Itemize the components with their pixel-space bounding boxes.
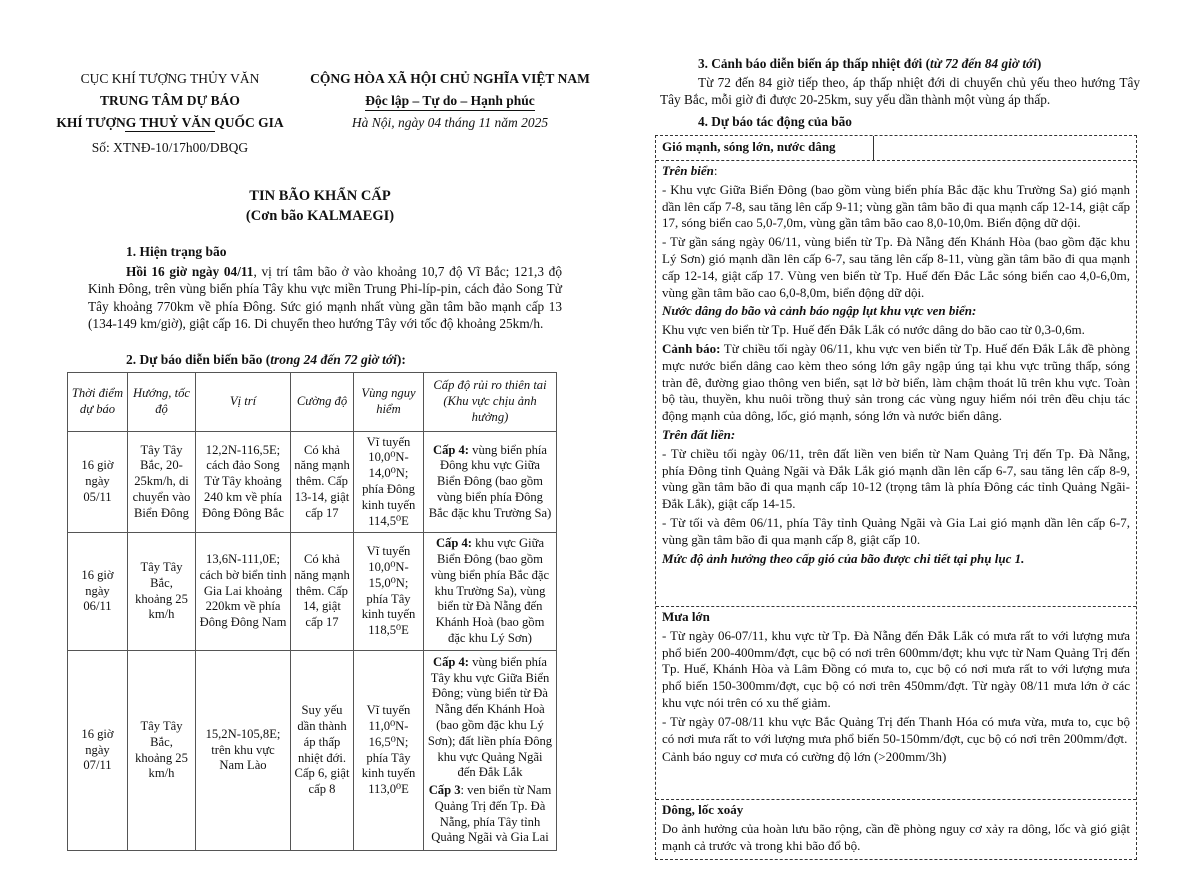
- s3-hi: từ 72 đến 84 giờ tới: [930, 56, 1037, 71]
- doc-title: TIN BÃO KHẨN CẤP: [249, 188, 391, 204]
- wind-title: Gió mạnh, sóng lớn, nước dâng: [656, 136, 874, 160]
- section2-heading: [126, 352, 406, 368]
- risk-text: : ven biển từ Nam Quảng Trị đến Tp. Đà Nẵng, phía Tây tỉnh Quảng Ngãi và Gia Lai: [431, 783, 552, 845]
- risk-level: Cấp 3: [428, 783, 461, 798]
- doc-subtitle: (Cơn bão KALMAEGI): [245, 208, 395, 224]
- col-direction: Hướng, tốc độ: [128, 373, 196, 432]
- land-item: - Từ chiều tối ngày 06/11, trên đất liền ven biển từ Nam Quảng Trị đến Tp. Đà Nẵng, phía Đông tỉnh Quảng Ngãi và Đắk Lắk gió mạnh dần lên cấp 6-7, sau tăng lên cấp 8-9, vùng gần tâm bão đi qua mạnh cấp 10-12 (trọng tâm là phía Đông các tỉnh Quảng Ngãi- Đắk Lắk), giật cấp 14-15.: [662, 445, 1130, 512]
- thunder-title: Dông, lốc xoáy: [662, 802, 744, 817]
- surge-text: Khu vực ven biển từ Tp. Huế đến Đắk Lắk có nước dâng do bão cao từ 0,3-0,6m.: [662, 322, 1085, 338]
- wind-section: Trên biển: - Khu vực Giữa Biển Đông (bao gồm vùng biển phía Bắc đặc khu Trường Sa) gió mạnh dần lên cấp 7-8, sau tăng lên cấp 9-11; vùng gần tâm bão đi qua mạnh cấp 12-14, giật cấp 17, sóng biển cao 5,0-7,0m, vùng gần tâm bão cao 8,0-10,0m. Biển động dữ dội. - Từ gần sáng ngày 06/11, vùng biển từ Tp. Đà Nẵng đến Khánh Hòa (bao gồm đặc khu Lý Sơn) gió mạnh dần lên cấp 6-7, sau tăng lên cấp 8-11, vùng gần tâm bão đi qua mạnh cấp 12-14, giật cấp 17. Vùng ven biển từ Tp. Huế đến Đắc Lắc sóng biển cao 4,0-6,0m, vùng gần tâm bão cao 6,0-8,0m, biển động dữ dội. Nước dâng do bão và cảnh báo ngập lụt khu vực ven biển: Khu vực ven biển từ Tp. Huế đến Đắk Lắk có nước dâng do bão cao từ 0,3-0,6m. Cảnh báo: Từ chiều tối ngày 06/11, khu vực ven biển từ Tp. Huế đến Đắk Lắk đề phòng mực nước biển dâng cao kèm theo sóng lớn gây ngập úng tại khu vực trũng thấp, sóng tràn đê, đường giao thông ven biển, sạt lở bờ biển, làm chậm thoát lũ trên khu vực. Toàn bộ tàu, thuyền, khu nuôi trồng thuỷ sản trong các vùng nguy hiểm nói trên đều chịu tác động mạnh của dông, lốc, gió mạnh, sóng lớn và nước biển dâng. Trên đất liền: - Từ chiều tối ngày 06/11, trên đất liền ven biển từ Nam Quảng Trị đến Tp. Đà Nẵng, phía Đông tỉnh Quảng Ngãi và Đắk Lắk gió mạnh dần lên cấp 6-7, sau tăng lên cấp 8-9, vùng gần tâm bão đi qua mạnh cấp 10-12 (trọng tâm là phía Đông các tỉnh Quảng Ngãi- Đắk Lắk), giật cấp 14-15. - Từ tối và đêm 06/11, phía Tây tỉnh Quảng Ngãi và Gia Lai gió mạnh dần lên cấp 6-7, vùng gần tâm bão đi qua mạnh cấp 8, giật cấp 10. Mức độ ảnh hưởng theo cấp gió của bão được chi tiết tại phụ lục 1.: [656, 160, 1136, 606]
- col-danger: Vùng nguy hiểm: [354, 373, 424, 432]
- col-risk: Cấp độ rủi ro thiên tai (Khu vực chịu ảnh hưởng): [424, 373, 557, 432]
- risk-level: Cấp 4:: [432, 654, 470, 669]
- section4-heading: 4. Dự báo tác động của bão: [698, 114, 852, 129]
- wind-header-row: [656, 136, 1136, 160]
- section3-text: Từ 72 đến 84 giờ tiếp theo, áp thấp nhiệt đới di chuyển chủ yếu theo hướng Tây Tây Bắc, mỗi giờ đi được 20-25km, suy yếu dần thành một vùng áp thấp.: [660, 75, 1140, 108]
- cell-time: 16 giờ ngày 07/11: [68, 651, 128, 851]
- s2-he: ):: [396, 352, 406, 367]
- section1-heading: 1. Hiện trạng bão: [126, 244, 227, 259]
- agency-block: [40, 68, 300, 159]
- motto: Độc lập – Tự do – Hạnh phúc: [365, 91, 535, 111]
- cell-intensity: Có khả năng mạnh thêm. Cấp 13-14, giật cấp 17: [291, 432, 354, 533]
- col-time: Thời điểm dự báo: [68, 373, 128, 432]
- cell-time: 16 giờ ngày 06/11: [68, 533, 128, 651]
- cell-direction: Tây Tây Bắc, khoảng 25 km/h: [128, 651, 196, 851]
- country-block: [300, 68, 600, 134]
- cell-risk: [424, 432, 557, 533]
- sea-item: - Khu vực Giữa Biển Đông (bao gồm vùng biển phía Bắc đặc khu Trường Sa) gió mạnh dần lên cấp 7-8, sau tăng lên cấp 9-11; vùng gần tâm bão đi qua mạnh cấp 12-14, giật cấp 17, sóng biển cao 5,0-7,0m, vùng gần tâm bão cao 8,0-10,0m. Biển động dữ dội.: [662, 181, 1130, 231]
- warning-label: Cảnh báo:: [662, 340, 721, 356]
- table-header-row: [68, 373, 557, 432]
- cell-danger: Vĩ tuyến 11,0⁰N-16,5⁰N; phía Tây kinh tuyến 113,0⁰E: [354, 651, 424, 851]
- risk-text: vùng biển phía Đông khu vực Giữa Biển Đông (bao gồm vùng biển phía Đông Bắc đặc khu Trường Sa): [428, 442, 552, 520]
- table-row: [68, 533, 557, 651]
- cell-direction: Tây Tây Bắc, 20-25km/h, di chuyển vào Biển Đông: [128, 432, 196, 533]
- center-name-2: KHÍ TƯỢNG THUỶ VĂN QUỐC GIA: [56, 115, 284, 130]
- cell-time: 16 giờ ngày 05/11: [68, 432, 128, 533]
- rain-item: - Từ ngày 06-07/11, khu vực từ Tp. Đà Nẵng đến Đắk Lắk có mưa rất to với lượng mưa phổ biến 200-400mm/đợt, cục bộ có nơi trên 600mm/đợt; khu vực từ Nam Quảng Trị đến Tp. Huế, Khánh Hòa và Lâm Đồng có mưa to, cục bộ có nơi mưa rất to với lượng mưa phổ biến 150-300mm/đợt, cục bộ có nơi trên 450mm/đợt. Từ ngày 08/11 mưa lớn ở các khu vực nói trên có xu thế giảm.: [662, 627, 1130, 710]
- agency-name: CỤC KHÍ TƯỢNG THỦY VĂN: [80, 71, 260, 86]
- s3-h: 3. Cảnh báo diễn biến áp thấp nhiệt đới (: [698, 56, 931, 71]
- land-item: - Từ tối và đêm 06/11, phía Tây tỉnh Quảng Ngãi và Gia Lai gió mạnh dần lên cấp 6-7, vùng gần tâm bão đi qua mạnh cấp 8, giật cấp 10.: [662, 514, 1130, 547]
- risk-text: vùng biển phía Tây khu vực Giữa Biển Đông; vùng biển từ Đà Nẵng đến Khánh Hoà (bao gồm đặc khu Lý Sơn); đất liền phía Đông khu vực Quảng Ngãi đến Đắk Lắk: [427, 654, 553, 780]
- sea-label: Trên biển: [662, 163, 714, 178]
- col-intensity: Cường độ: [291, 373, 354, 432]
- rain-warning: Cảnh báo nguy cơ mưa có cường độ lớn (>200mm/3h): [662, 749, 947, 765]
- risk-level: Cấp 4:: [432, 442, 470, 457]
- cell-danger: Vĩ tuyến 10,0⁰N-15,0⁰N; phía Tây kinh tuyến 118,5⁰E: [354, 533, 424, 651]
- table-row: [68, 651, 557, 851]
- rain-title: Mưa lớn: [662, 609, 710, 624]
- doc-number: Số: XTNĐ-10/17h00/DBQG: [91, 140, 249, 155]
- cell-intensity: Suy yếu dần thành áp thấp nhiệt đới. Cấp 6, giật cấp 8: [291, 651, 354, 851]
- rain-item: - Từ ngày 07-08/11 khu vực Bắc Quảng Trị đến Thanh Hóa có mưa vừa, mưa to, cục bộ có nơi mưa rất to với lượng mưa phổ biến 50-150mm/đợt, cục bộ có nơi trên 200mm/đợt.: [662, 713, 1130, 746]
- forecast-table: [67, 372, 557, 851]
- thunder-text: Do ảnh hưởng của hoàn lưu bão rộng, cần đề phòng nguy cơ xảy ra dông, lốc và gió giật mạnh cả trước và trong khi bão đổ bộ.: [662, 820, 1130, 853]
- center-name-1: TRUNG TÂM DỰ BÁO: [100, 93, 240, 108]
- section1-text: [88, 263, 562, 333]
- section3-heading: [698, 56, 1041, 72]
- appendix-note: Mức độ ảnh hưởng theo cấp gió của bão được chi tiết tại phụ lục 1.: [662, 550, 1025, 566]
- cell-intensity: Có khả năng mạnh thêm. Cấp 14, giật cấp 17: [291, 533, 354, 651]
- place-date: Hà Nội, ngày 04 tháng 11 năm 2025: [351, 115, 549, 130]
- cell-danger: Vĩ tuyến 10,0⁰N-14,0⁰N; phía Đông kinh tuyến 114,5⁰E: [354, 432, 424, 533]
- s3-he: ): [1036, 56, 1042, 71]
- table-row: [68, 432, 557, 533]
- rain-section: [656, 606, 1136, 799]
- risk-level: Cấp 4:: [435, 536, 472, 551]
- cell-position: 15,2N-105,8E; trên khu vực Nam Lào: [196, 651, 291, 851]
- country-name: CỘNG HÒA XÃ HỘI CHỦ NGHĨA VIỆT NAM: [310, 71, 590, 86]
- cell-risk: [424, 651, 557, 851]
- s2-h: 2. Dự báo diễn biến bão (: [126, 352, 271, 367]
- section1-lead: Hồi 16 giờ ngày 04/11: [126, 264, 254, 279]
- empty-cell: [874, 136, 886, 160]
- surge-label: Nước dâng do bão và cảnh báo ngập lụt khu vực ven biển:: [662, 303, 977, 319]
- warning-text: Từ chiều tối ngày 06/11, khu vực ven biển từ Tp. Huế đến Đắk Lắk đề phòng mực nước biển dâng cao kèm theo sóng lớn gây ngập úng tại khu vực trũng thấp, sóng tràn đê, đường giao thông ven biển, sạt lở bờ biển, làm chậm thoát lũ trên khu vực. Toàn bộ tàu, thuyền, khu nuôi trồng thuỷ sản trong các vùng nguy hiểm nói trên đều chịu tác động mạnh của dông, lốc, gió mạnh, sóng lớn và nước biển dâng.: [662, 340, 1130, 424]
- cell-direction: Tây Tây Bắc, khoảng 25 km/h: [128, 533, 196, 651]
- section1-body: , vị trí tâm bão ở vào khoảng 10,7 độ Vĩ Bắc; 121,3 độ Kinh Đông, trên vùng biển phía Tây khu vực miền Trung Phi-líp-pin, cách đảo Song Tử Tây khoảng 770km về phía Đông. Sức gió mạnh nhất vùng gần tâm bão mạnh cấp 13 (134-149 km/giờ), giật cấp 16. Di chuyển theo hướng Tây với tốc độ khoảng 25km/h.: [88, 264, 562, 332]
- sea-item: - Từ gần sáng ngày 06/11, vùng biển từ Tp. Đà Nẵng đến Khánh Hòa (bao gồm đặc khu Lý Sơn) gió mạnh dần lên cấp 6-7, sau tăng lên cấp 8-11, vùng gần tâm bão đi qua mạnh cấp 12-14, giật cấp 17. Vùng ven biển từ Tp. Huế đến Đắc Lắc sóng biển cao 4,0-6,0m, vùng gần tâm bão cao 6,0-8,0m, biển động dữ dội.: [662, 234, 1130, 300]
- cell-risk: [424, 533, 557, 651]
- cell-position: 13,6N-111,0E; cách bờ biển tỉnh Gia Lai khoảng 220km về phía Đông Đông Nam: [196, 533, 291, 651]
- risk-text: khu vực Giữa Biển Đông (bao gồm vùng biển phía Bắc đặc khu Trường Sa), vùng biển từ Đà Nẵng đến Khánh Hoà (bao gồm đặc khu Lý Sơn): [430, 536, 550, 645]
- impact-box: [655, 135, 1137, 860]
- cell-position: 12,2N-116,5E; cách đảo Song Tử Tây khoảng 240 km về phía Đông Đông Bắc: [196, 432, 291, 533]
- s2-hi: trong 24 đến 72 giờ tới: [270, 352, 397, 367]
- thunder-section: [656, 799, 1136, 859]
- land-label: Trên đất liền:: [662, 426, 736, 442]
- col-position: Vị trí: [196, 373, 291, 432]
